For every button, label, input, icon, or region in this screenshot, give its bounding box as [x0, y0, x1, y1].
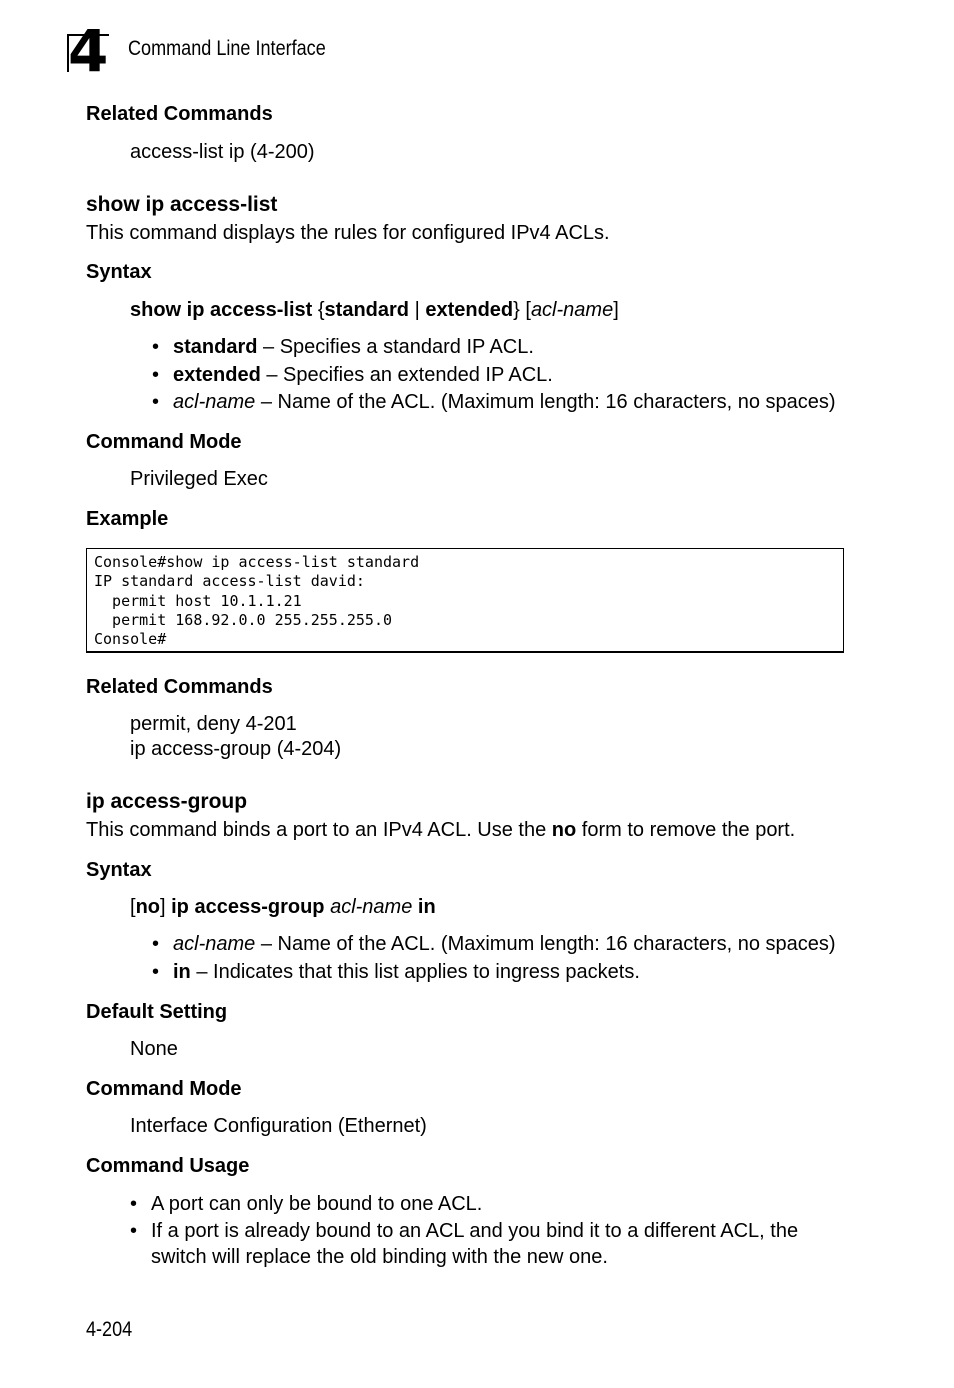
- example-heading: Example: [86, 508, 169, 530]
- param-term: standard: [173, 336, 258, 358]
- usage-text-continued: switch will replace the old binding with the new one.: [151, 1246, 608, 1268]
- param-term: acl-name: [173, 391, 256, 413]
- syntax-brace-open: {: [312, 299, 325, 321]
- bullet: •: [130, 1220, 138, 1242]
- command-description: This command displays the rules for configured IPv4 ACLs.: [86, 222, 610, 244]
- syntax-heading: Syntax: [86, 859, 152, 881]
- command-title: show ip access-list: [86, 193, 278, 216]
- param-term: acl-name: [173, 933, 256, 955]
- syntax-param: acl-name: [330, 896, 413, 918]
- command-mode-heading: Command Mode: [86, 1078, 242, 1100]
- syntax-line: [130, 896, 436, 919]
- description-text: This command binds a port to an IPv4 ACL. Use the: [86, 819, 552, 841]
- syntax-separator: |: [409, 299, 426, 321]
- syntax-option-extended: extended: [425, 299, 514, 321]
- page-number: 4-204: [86, 1318, 133, 1341]
- syntax-brace-close: } [: [513, 299, 531, 321]
- syntax-bracket-close: ]: [160, 896, 172, 918]
- usage-text: If a port is already bound to an ACL and you bind it to a different ACL, the: [151, 1220, 799, 1242]
- param-term: in: [173, 961, 191, 983]
- syntax-command: ip access-group: [171, 896, 325, 918]
- command-mode-value: Privileged Exec: [130, 468, 268, 490]
- default-setting-value: None: [130, 1038, 178, 1060]
- syntax-keyword-in: in: [417, 896, 436, 918]
- code-line: IP standard access-list david:: [94, 572, 365, 590]
- code-line: permit 168.92.0.0 255.255.255.0: [94, 611, 393, 629]
- related-command-item: permit, deny 4-201: [130, 713, 297, 735]
- param-desc: – Name of the ACL. (Maximum length: 16 characters, no spaces): [255, 391, 836, 413]
- description-text: form to remove the port.: [576, 819, 796, 841]
- bullet: •: [130, 1193, 138, 1215]
- syntax-line: [130, 299, 619, 322]
- param-desc: – Indicates that this list applies to ingress packets.: [190, 961, 640, 983]
- default-setting-heading: Default Setting: [86, 1001, 228, 1023]
- code-line: Console#show ip access-list standard: [94, 553, 420, 571]
- syntax-option-standard: standard: [324, 299, 410, 321]
- running-title: Command Line Interface: [128, 37, 326, 60]
- example-code-block: [86, 548, 844, 653]
- syntax-bracket-close: ]: [613, 299, 619, 321]
- usage-text: A port can only be bound to one ACL.: [151, 1193, 483, 1215]
- bullet: •: [152, 391, 160, 413]
- syntax-heading: Syntax: [86, 261, 152, 283]
- bullet: •: [152, 961, 160, 983]
- command-mode-heading: Command Mode: [86, 431, 242, 453]
- bullet: •: [152, 336, 160, 358]
- param-desc: – Specifies an extended IP ACL.: [260, 364, 553, 386]
- param-term: extended: [173, 364, 261, 386]
- code-line: permit host 10.1.1.21: [94, 592, 302, 610]
- param-desc: – Name of the ACL. (Maximum length: 16 characters, no spaces): [255, 933, 836, 955]
- command-title: ip access-group: [86, 790, 248, 813]
- command-usage-heading: Command Usage: [86, 1155, 250, 1177]
- syntax-bracket-open: [: [130, 896, 136, 918]
- syntax-keyword-no: no: [135, 896, 160, 918]
- chapter-number: 4: [68, 17, 109, 85]
- command-mode-value: Interface Configuration (Ethernet): [130, 1115, 427, 1137]
- syntax-command: show ip access-list: [130, 299, 313, 321]
- related-command-item: access-list ip (4-200): [130, 141, 315, 163]
- code-line: Console#: [94, 630, 167, 648]
- command-description: [86, 819, 795, 842]
- bullet: •: [152, 364, 160, 386]
- bullet: •: [152, 933, 160, 955]
- param-desc: – Specifies a standard IP ACL.: [257, 336, 534, 358]
- description-keyword: no: [551, 819, 577, 841]
- related-commands-heading: Related Commands: [86, 676, 273, 698]
- syntax-param: acl-name: [530, 299, 614, 321]
- related-commands-heading: Related Commands: [86, 103, 273, 125]
- related-command-item: ip access-group (4-204): [130, 738, 342, 760]
